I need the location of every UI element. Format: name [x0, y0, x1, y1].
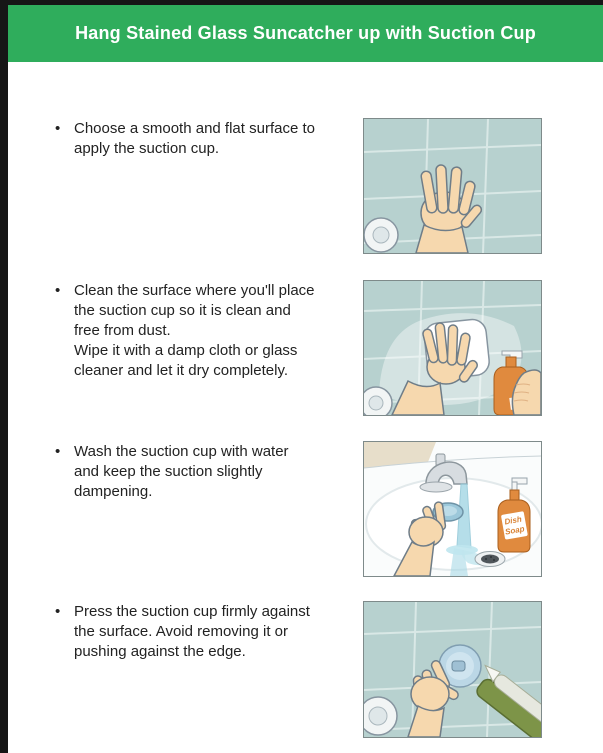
text-line: Wash the suction cup with water	[74, 443, 289, 460]
text-line: apply the suction cup.	[74, 140, 220, 157]
step-2-text	[55, 281, 345, 381]
faucet-handle	[364, 218, 398, 252]
title-banner	[8, 5, 603, 62]
step-2-illustration	[363, 280, 542, 416]
text-line: and keep the suction slightly	[74, 463, 263, 480]
text-line: dampening.	[74, 483, 153, 500]
soap-bottle-label	[501, 511, 528, 540]
text-line: the suction cup so it is clean and	[74, 302, 291, 319]
pressing-suction-cup-image	[364, 602, 541, 737]
text-line: Wipe it with a damp cloth or glass	[74, 342, 298, 359]
step-1-lines	[74, 119, 345, 159]
step-1-text	[55, 119, 345, 159]
step-2-lines	[74, 281, 345, 381]
page-title: Hang Stained Glass Suncatcher up with Suction Cup	[75, 23, 536, 43]
text-line: Choose a smooth and flat surface to	[74, 120, 315, 137]
step-4-lines	[74, 602, 345, 662]
step-3-illustration	[363, 441, 542, 577]
bullet: •	[55, 443, 61, 460]
bullet: •	[55, 603, 61, 620]
step-3-text	[55, 442, 345, 502]
text-line: cleaner and let it dry completely.	[74, 362, 288, 379]
step-4-illustration	[363, 601, 542, 738]
hand-touching-tile-wall-image	[364, 119, 541, 253]
text-line: pushing against the edge.	[74, 643, 246, 660]
soap-label-line-2: Soap	[504, 524, 526, 537]
bullet: •	[55, 282, 61, 299]
step-1-illustration	[363, 118, 542, 254]
drain	[475, 552, 505, 567]
faucet-handle	[364, 697, 397, 735]
washing-suction-cup-image	[364, 442, 541, 576]
bullet: •	[55, 120, 61, 137]
soap-label-line-1: Dish	[503, 514, 523, 527]
page-frame-left	[0, 0, 8, 753]
text-line: the surface. Avoid removing it or	[74, 623, 288, 640]
hand-wiping-tile-image	[364, 281, 541, 415]
text-line: Press the suction cup firmly against	[74, 603, 310, 620]
step-3-lines	[74, 442, 345, 502]
step-4-text	[55, 602, 345, 662]
text-line: free from dust.	[74, 322, 171, 339]
faucet-handle	[364, 387, 392, 415]
text-line: Clean the surface where you'll place	[74, 282, 315, 299]
